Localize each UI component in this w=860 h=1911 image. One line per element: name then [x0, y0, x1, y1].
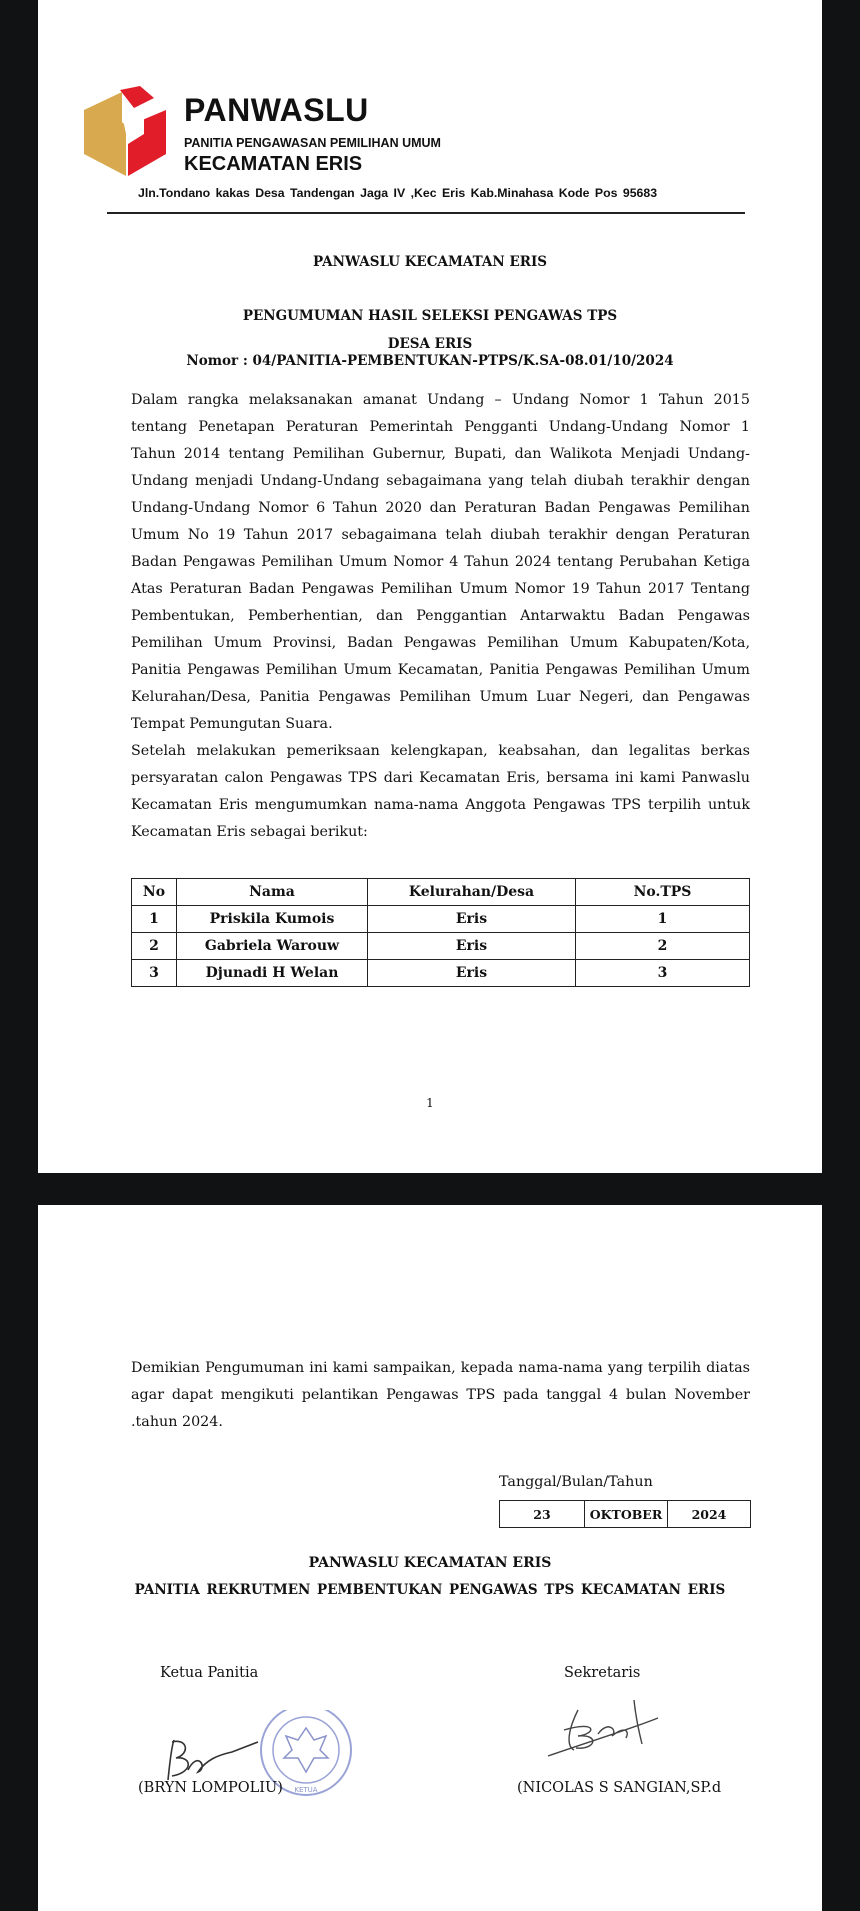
cell-no: 2 [132, 933, 177, 960]
body-paragraph-2: Setelah melakukan pemeriksaan kelengkapan, keabsahan, dan legalitas berkas persyaratan calon Pengawas TPS dari Kecamatan Eris, bersama ini kami Panwaslu Kecamatan Eris mengumumkan nama-nama Anggota Pengawas TPS terpilih untuk Kecamatan Eris sebagai berikut: [131, 743, 750, 840]
date-year: 2024 [668, 1501, 751, 1528]
org-name: PANWASLU [184, 92, 369, 128]
address: Jln.Tondano kakas Desa Tandengan Jaga IV ,Kec Eris Kab.Minahasa Kode Pos 95683 [138, 186, 658, 200]
header-name: Nama [177, 879, 368, 906]
cell-no: 1 [132, 906, 177, 933]
letterhead-divider [107, 212, 745, 214]
document-number: Nomor : 04/PANITIA-PEMBENTUKAN-PTPS/K.SA-08.01/10/2024 [186, 353, 674, 369]
page-number: 1 [426, 1096, 434, 1110]
cell-no: 3 [132, 960, 177, 987]
district-name: KECAMATAN ERIS [184, 153, 363, 175]
table-row [132, 960, 750, 987]
chairman-title: Ketua Panitia [160, 1665, 259, 1681]
secretary-title: Sekretaris [564, 1665, 641, 1681]
cell-village: Eris [368, 906, 576, 933]
cell-tps: 3 [576, 960, 750, 987]
cell-tps: 2 [576, 933, 750, 960]
table-row [132, 906, 750, 933]
issuer-heading: PANWASLU KECAMATAN ERIS [312, 254, 548, 270]
committee-name: PANITIA REKRUTMEN PEMBENTUKAN PENGAWAS TPS KECAMATAN ERIS [134, 1582, 726, 1598]
cell-name: Gabriela Warouw [177, 933, 368, 960]
cell-tps: 1 [576, 906, 750, 933]
closing-paragraph: Demikian Pengumuman ini kami sampaikan, kepada nama-nama yang terpilih diatas agar dapat mengikuti pelantikan Pengawas TPS pada tanggal 4 bulan November .tahun 2024. [131, 1360, 750, 1430]
secretary-signature [538, 1690, 688, 1770]
table-header-row [132, 879, 750, 906]
date-month: OKTOBER [585, 1501, 668, 1528]
document-page-1 [38, 0, 822, 1173]
body-paragraph-1: Dalam rangka melaksanakan amanat Undang – Undang Nomor 1 Tahun 2015 tentang Penetapan Peraturan Pemerintah Pengganti Undang-Undang Nomor 1 Tahun 2014 tentang Pemilihan Gubernur, Bupati, dan Walikota Menjadi Undang-Undang menjadi Undang-Undang sebagaimana yang telah diubah terakhir dengan Undang-Undang Nomor 6 Tahun 2020 dan Peraturan Badan Pengawas Pemilihan Umum No 19 Tahun 2017 sebagaimana telah diubah terakhir dengan Peraturan Badan Pengawas Pemilihan Umum Nomor 4 Tahun 2024 tentang Perubahan Ketiga Atas Peraturan Badan Pengawas Pemilihan Umum Nomor 19 Tahun 2017 Tentang Pembentukan, Pemberhentian, dan Penggantian Antarwaktu Badan Pengawas Pemilihan Umum Provinsi, Badan Pengawas Pemilihan Umum Kabupaten/Kota, Panitia Pengawas Pemilihan Umum Kecamatan, Panitia Pengawas Pemilihan Umum Kelurahan/Desa, Panitia Pengawas Pemilihan Umum Luar Negeri, dan Pengawas Tempat Pemungutan Suara. [131, 392, 750, 732]
selection-table [131, 878, 750, 987]
date-day: 23 [500, 1501, 585, 1528]
announcement-title: PENGUMUMAN HASIL SELEKSI PENGAWAS TPS [242, 308, 618, 324]
cell-name: Djunadi H Welan [177, 960, 368, 987]
stamp-label: KETUA [294, 1786, 318, 1794]
org-full-name: PANITIA PENGAWASAN PEMILIHAN UMUM [184, 136, 441, 150]
cell-name: Priskila Kumois [177, 906, 368, 933]
document-page-2 [38, 1205, 822, 1911]
header-village: Kelurahan/Desa [368, 879, 576, 906]
cell-village: Eris [368, 960, 576, 987]
cell-village: Eris [368, 933, 576, 960]
village-heading: DESA ERIS [387, 336, 473, 352]
secretary-name: (NICOLAS S SANGIAN,SP.d [517, 1780, 722, 1796]
chairman-name: (BRYN LOMPOLIU) [138, 1780, 283, 1796]
table-row [132, 933, 750, 960]
panwaslu-logo [84, 86, 166, 176]
date-table [499, 1500, 751, 1528]
header-no: No [132, 879, 177, 906]
date-label: Tanggal/Bulan/Tahun [499, 1474, 653, 1490]
closing-issuer: PANWASLU KECAMATAN ERIS [308, 1555, 552, 1571]
header-tps: No.TPS [576, 879, 750, 906]
